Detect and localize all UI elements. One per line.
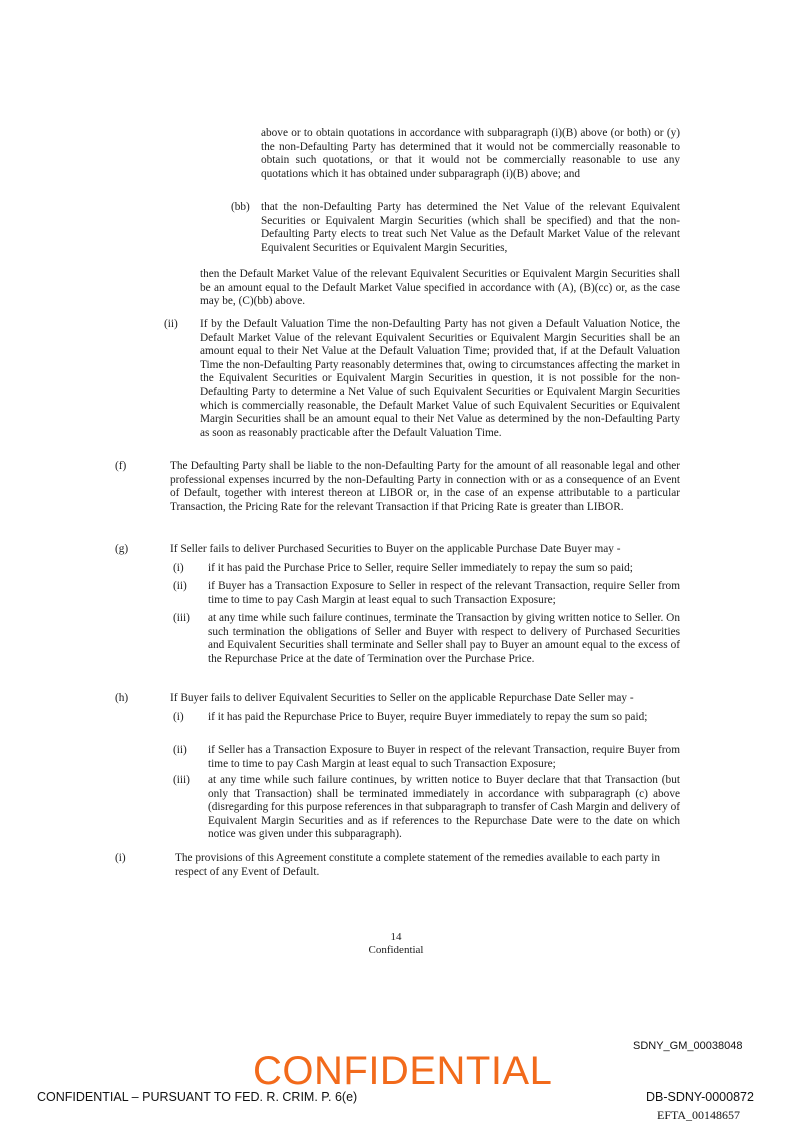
confidential-stamp: CONFIDENTIAL: [253, 1049, 553, 1093]
item-g-iii-label: (iii): [173, 612, 190, 624]
item-h-text: If Buyer fails to deliver Equivalent Securities to Seller on the applicable Repurchase Date Seller may -: [170, 692, 634, 704]
item-f-label: (f): [115, 460, 127, 472]
item-g-iii-text: at any time while such failure continues, terminate the Transaction by giving written notice to Seller. On such termination the obligations of Seller and Buyer with respect to delivery of Purchased Securities and Equivalent Securities shall terminate and Seller shall pay to Buyer an amount equal to the excess of the Repurchase Price at the date of Termination over the Purchase Price.: [208, 612, 680, 665]
item-ii-label: (ii): [164, 318, 178, 330]
item-g-ii-text: if Buyer has a Transaction Exposure to Seller in respect of the relevant Transaction, require Seller from time to time to pay Cash Margin at least equal to such Transaction Exposure;: [208, 580, 680, 606]
item-h-label: (h): [115, 692, 129, 704]
item-bb-label: (bb): [231, 201, 250, 213]
item-g-i-text: if it has paid the Purchase Price to Seller, require Seller immediately to repay the sum so paid;: [208, 562, 633, 574]
bates-sdny-gm: SDNY_GM_00038048: [633, 1040, 743, 1052]
item-h-ii-text: if Seller has a Transaction Exposure to Buyer in respect of the relevant Transaction, require Buyer from time to time to pay Cash Margin at least equal to such Transaction Exposure;: [208, 744, 680, 770]
item-f-text: The Defaulting Party shall be liable to the non-Defaulting Party for the amount of all reasonable legal and other professional expenses incurred by the non-Defaulting Party in connection with or as a consequence of an Event of Default, together with interest thereon at LIBOR or, in the case of an expense attributable to a particular Transaction, the Pricing Rate for the relevant Transaction if that Pricing Rate is greater than LIBOR.: [170, 460, 680, 513]
item-h-ii-label: (ii): [173, 744, 187, 756]
item-h-i-label: (i): [173, 711, 184, 723]
bates-efta: EFTA_00148657: [657, 1108, 741, 1122]
item-g-text: If Seller fails to deliver Purchased Securities to Buyer on the applicable Purchase Date Buyer may -: [170, 543, 621, 555]
item-g-i-label: (i): [173, 562, 184, 574]
bates-db-sdny: DB-SDNY-0000872: [646, 1090, 754, 1104]
confidential-label: Confidential: [368, 944, 424, 956]
item-i-label: (i): [115, 852, 126, 864]
page-number: 14: [390, 931, 402, 943]
item-g-label: (g): [115, 543, 129, 555]
item-g-ii-label: (ii): [173, 580, 187, 592]
confidential-legend: CONFIDENTIAL – PURSUANT TO FED. R. CRIM. P. 6(e): [37, 1090, 358, 1104]
item-h-iii-text: at any time while such failure continues, by written notice to Buyer declare that that Transaction (but only that Transaction) shall be terminated immediately in accordance with subparagraph (c) above (disregarding for this purpose references in that subparagraph to transfer of Cash Margin and delivery of Equivalent Margin Securities and as if references to the Repurchase Date were to the date on which notice was given under this subparagraph).: [208, 774, 680, 841]
then-paragraph: then the Default Market Value of the relevant Equivalent Securities or Equivalent Margin Securities shall be an amount equal to the Default Market Value specified in accordance with (A), (B)(cc) or, as the case may be, (C)(bb) above.: [200, 268, 680, 308]
item-bb-text: that the non-Defaulting Party has determined the Net Value of the relevant Equivalent Securities or Equivalent Margin Securities (which shall be specified) and that the non-Defaulting Party elects to treat such Net Value as the Default Market Value of the relevant Equivalent Securities or Equivalent Margin Securities,: [261, 201, 680, 254]
continued-paragraph: above or to obtain quotations in accordance with subparagraph (i)(B) above (or both) or (y) the non-Defaulting Party has determined that it would not be commercially reasonable to obtain such quotations, or that it would not be commercially reasonable to use any quotations which it has obtained under subparagraph (i)(B) above; and: [261, 127, 680, 180]
item-i-text: The provisions of this Agreement constitute a complete statement of the remedies available to each party in respect of any Event of Default.: [175, 852, 660, 878]
item-ii-text: If by the Default Valuation Time the non-Defaulting Party has not given a Default Valuation Notice, the Default Market Value of the relevant Equivalent Securities or Equivalent Margin Securities shall be an amount equal to their Net Value at the Default Valuation Time; provided that, if at the Default Valuation Time the non-Defaulting Party reasonably determines that, owing to circumstances affecting the market in the Equivalent Securities or Equivalent Margin Securities in question, it is not possible for the non-Defaulting Party to determine a Net Value of such Equivalent Securities or Equivalent Margin Securities which is commercially reasonable, the Default Market Value of such Equivalent Securities or Equivalent Margin Securities shall be an amount equal to their Net Value as determined by the non-Defaulting Party as soon as reasonably practicable after the Default Valuation Time.: [200, 318, 680, 439]
item-h-iii-label: (iii): [173, 774, 190, 786]
item-h-i-text: if it has paid the Repurchase Price to Buyer, require Buyer immediately to repay the sum so paid;: [208, 711, 648, 723]
